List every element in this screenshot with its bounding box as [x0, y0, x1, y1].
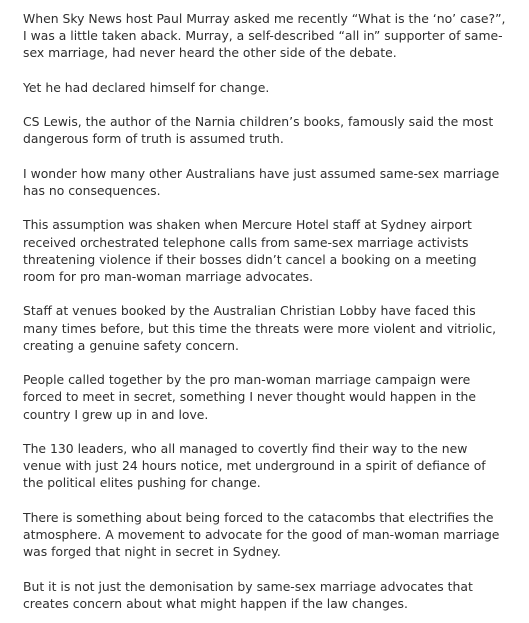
article-paragraph: There is something about being forced to the catacombs that electrifies the atmosphere. A movement to advocate for the good of man-woman marriage was forged that night in secret in Sydney. — [23, 509, 500, 560]
article-paragraph: The 130 leaders, who all managed to covertly find their way to the new venue with just 24 hours notice, met underground in a spirit of defiance of the political elites pushing for change. — [23, 440, 486, 491]
article-body — [23, 10, 507, 612]
article-paragraph: Staff at venues booked by the Australian Christian Lobby have faced this many times before, but this time the threats were more violent and vitriolic, creating a genuine safety concern. — [23, 303, 497, 353]
article-paragraph: People called together by the pro man-woman marriage campaign were forced to meet in secret, something I never thought would happen in the country I grew up in and love. — [23, 372, 477, 422]
article-paragraph: This assumption was shaken when Mercure Hotel staff at Sydney airport received orchestrated telephone calls from same-sex marriage activists threatening violence if their bosses didn’t cancel a booking on a meeting room for pro man-woman marriage advocates. — [23, 217, 477, 284]
article-paragraph: CS Lewis, the author of the Narnia children’s books, famously said the most dangerous form of truth is assumed truth. — [23, 114, 494, 147]
article-paragraph: Yet he had declared himself for change. — [23, 79, 270, 95]
article-paragraph: But it is not just the demonisation by same-sex marriage advocates that creates concern about what might happen if the law changes. — [23, 578, 473, 611]
article-paragraph: When Sky News host Paul Murray asked me recently “What is the ‘no’ case?”, I was a little taken aback. Murray, a self-described “all in” supporter of same-sex marriage, had never heard the other side of the debate. — [23, 11, 506, 61]
article-paragraph: I wonder how many other Australians have just assumed same-sex marriage has no consequences. — [23, 165, 500, 198]
